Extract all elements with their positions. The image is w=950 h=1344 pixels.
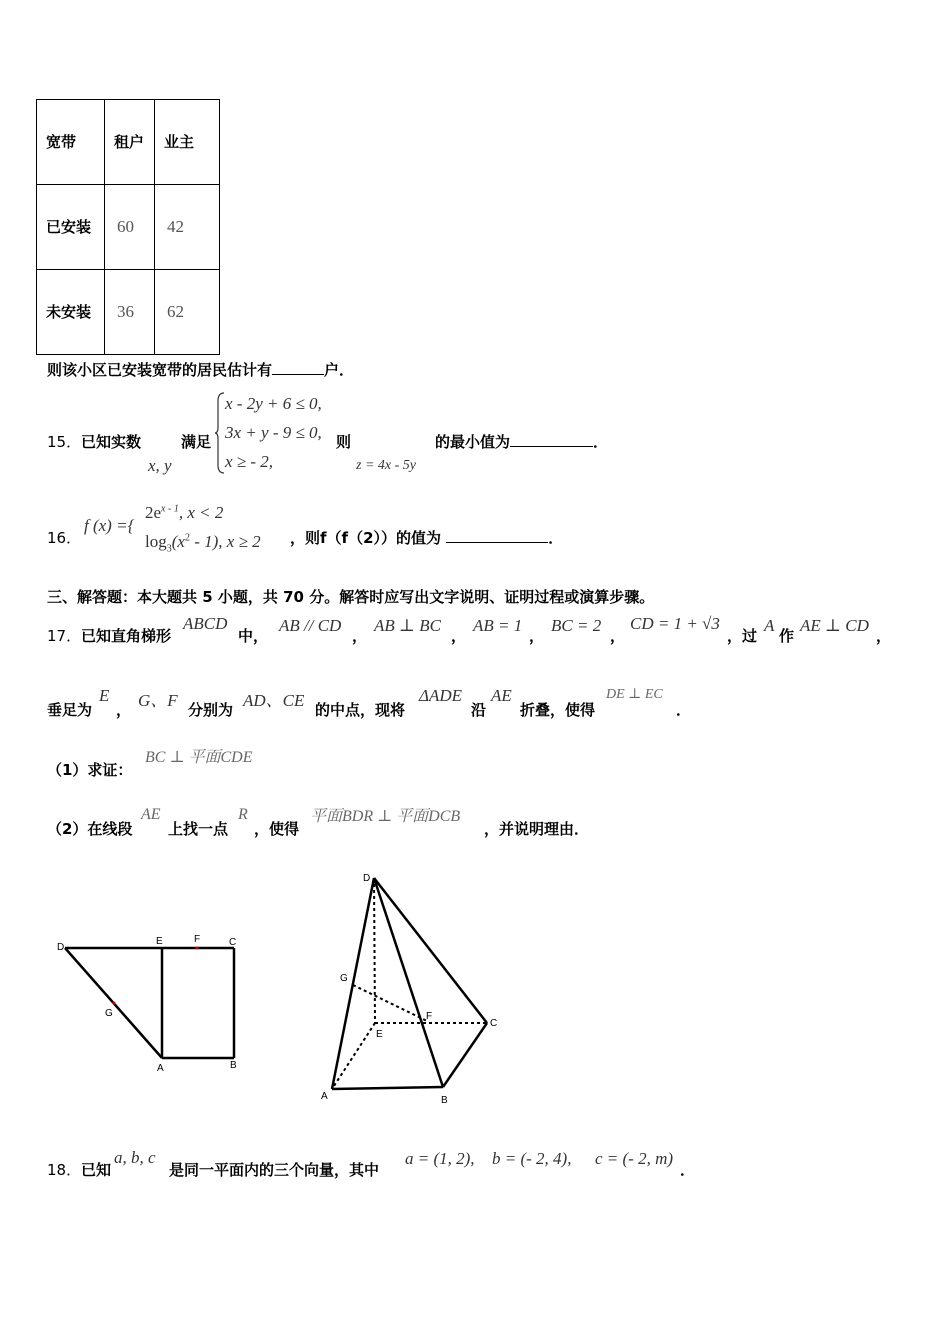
q17-math: CD = 1 + √3 bbox=[630, 614, 720, 633]
q17-text: ， bbox=[610, 627, 626, 645]
q16-text-then: ，则 bbox=[290, 529, 321, 547]
fig2-edge-ab bbox=[332, 1087, 443, 1089]
q16-case1-base: 2e bbox=[145, 503, 162, 522]
q15-ineq: 3x + y - 9 ≤ 0, bbox=[225, 423, 322, 442]
q17-text: ， bbox=[116, 701, 132, 719]
table-cell: 36 bbox=[105, 270, 155, 355]
q15-vars: x, y bbox=[148, 456, 172, 475]
q16-case2-sub: 3 bbox=[166, 543, 172, 555]
q17-text: ，使得 bbox=[254, 820, 300, 838]
q17-math: AB = 1 bbox=[473, 616, 523, 635]
q16-case2-arg: (x bbox=[171, 532, 185, 551]
q17-math: E bbox=[99, 686, 110, 705]
fig1-label: E bbox=[156, 936, 163, 947]
q18-math: b = (- 2, 4), bbox=[492, 1149, 572, 1168]
table-header: 业主 bbox=[155, 100, 220, 185]
q17-math: AD、CE bbox=[243, 691, 305, 710]
fig2-edge-da bbox=[332, 878, 374, 1089]
table-row-label: 未安装 bbox=[37, 270, 105, 355]
q18-math: a, b, c bbox=[114, 1148, 156, 1167]
q17-part1-math: BC ⊥ 平面CDE bbox=[145, 749, 253, 766]
fig1-point-g bbox=[113, 1002, 116, 1005]
q15-ineq: x - 2y + 6 ≤ 0, bbox=[225, 394, 322, 413]
q17-text: ， bbox=[529, 627, 545, 645]
q15-text: 满足 bbox=[181, 433, 212, 451]
fig2-label: D bbox=[363, 873, 371, 884]
table-header: 租户 bbox=[105, 100, 155, 185]
fig1-label: G bbox=[105, 1008, 113, 1019]
q17-number: 17． bbox=[47, 627, 82, 645]
table-cell: 60 bbox=[105, 185, 155, 270]
fig2-edge-dc bbox=[374, 878, 487, 1023]
fig1-label: B bbox=[230, 1060, 237, 1071]
q17-text: 已知直角梯形 bbox=[81, 627, 172, 645]
fig2-edge-de bbox=[374, 878, 375, 1023]
q14-text: 则该小区已安装宽带的居民估计有 bbox=[47, 361, 273, 379]
fig2-label: B bbox=[441, 1095, 448, 1106]
q15-number: 15． bbox=[47, 433, 82, 451]
q17-text: 作 bbox=[779, 627, 795, 645]
q16-case1-exp: x - 1 bbox=[161, 503, 179, 515]
q17-text: ， bbox=[352, 627, 368, 645]
q17-math: BC = 2 bbox=[551, 616, 602, 635]
q16-case2-sup: 2 bbox=[184, 532, 190, 544]
fig2-label: C bbox=[490, 1018, 498, 1029]
q15-objective: z = 4x - 5y bbox=[356, 458, 416, 473]
q17-text: 上找一点 bbox=[168, 820, 229, 838]
answer-blank bbox=[510, 432, 593, 447]
q14-end: 户． bbox=[324, 361, 355, 379]
q17-text: ． bbox=[676, 701, 692, 719]
q17-math: AB ⊥ BC bbox=[374, 616, 441, 635]
q17-text: 折叠，使得 bbox=[520, 701, 596, 719]
q17-text: ， bbox=[451, 627, 467, 645]
fig1-label: D bbox=[57, 942, 65, 953]
table-cell: 62 bbox=[155, 270, 220, 355]
q16-case2 bbox=[145, 532, 261, 554]
q16-case2-rest: - 1), x ≥ 2 bbox=[189, 532, 261, 551]
q17-math: G、F bbox=[138, 691, 178, 710]
q15-ineq: x ≥ - 2, bbox=[225, 452, 274, 471]
q16-func: f (x) ={ bbox=[84, 516, 135, 535]
q17-text: 沿 bbox=[471, 701, 487, 719]
q15-end: ． bbox=[593, 433, 609, 451]
fig2-edge-db bbox=[374, 878, 443, 1087]
q17-math: ABCD bbox=[183, 614, 228, 633]
q17-text: 中， bbox=[238, 627, 269, 645]
q18-text: 已知 bbox=[81, 1161, 112, 1179]
answer-blank bbox=[272, 360, 324, 375]
fig1-point-f bbox=[196, 947, 199, 950]
q18-math: a = (1, 2), bbox=[405, 1149, 475, 1168]
section-heading: 三、解答题：本大题共 5 小题，共 70 分。解答时应写出文字说明、证明过程或演算步骤。 bbox=[47, 588, 655, 606]
q16-case1 bbox=[145, 503, 223, 523]
q15-text: 已知实数 bbox=[81, 433, 142, 451]
q17-math: DE ⊥ EC bbox=[606, 687, 663, 702]
q15-text bbox=[435, 431, 608, 452]
answer-blank bbox=[446, 528, 548, 543]
q17-text: ， bbox=[876, 627, 892, 645]
q18-math: c = (- 2, m) bbox=[595, 1149, 674, 1168]
fig2-edge-bc bbox=[443, 1023, 487, 1087]
q17-part2-math: AE bbox=[141, 806, 161, 823]
q16-text bbox=[290, 527, 563, 548]
broadband-table bbox=[36, 99, 220, 355]
fig2-label: F bbox=[426, 1011, 433, 1022]
table-cell: 42 bbox=[155, 185, 220, 270]
q17-text: ，并说明理由． bbox=[484, 820, 590, 838]
fig1-label: A bbox=[157, 1063, 164, 1074]
q16-case1-cond: , x < 2 bbox=[178, 503, 224, 522]
q17-math: AE bbox=[491, 686, 512, 705]
fig1-label: C bbox=[229, 937, 237, 948]
figure-pyramid bbox=[315, 865, 515, 1110]
q17-math: ΔADE bbox=[419, 686, 463, 705]
q16-text-value: f（f（2））的值为 bbox=[320, 529, 442, 547]
q17-part1-label: （1）求证： bbox=[47, 761, 133, 779]
q17-math: A bbox=[764, 616, 775, 635]
q18-text: 是同一平面内的三个向量，其中 bbox=[169, 1161, 380, 1179]
table-row-label: 已安装 bbox=[37, 185, 105, 270]
q17-math: AE ⊥ CD bbox=[800, 616, 869, 635]
q17-part2-math: 平面BDR ⊥ 平面DCB bbox=[310, 808, 461, 825]
q17-part2-math: R bbox=[238, 806, 248, 823]
q16-end: ． bbox=[548, 529, 564, 547]
q18-text: ． bbox=[680, 1161, 696, 1179]
q16-number: 16． bbox=[47, 529, 82, 547]
q17-part2-label: （2）在线段 bbox=[47, 820, 133, 838]
q15-text: 则 bbox=[336, 433, 352, 451]
fig1-label: F bbox=[194, 934, 201, 945]
q17-text: ，过 bbox=[727, 627, 758, 645]
q16-case2-log: log bbox=[145, 532, 167, 551]
q14-tail bbox=[47, 359, 354, 380]
figure-trapezoid bbox=[50, 930, 250, 1075]
q17-text: 的中点，现将 bbox=[315, 701, 406, 719]
q17-text: 分别为 bbox=[188, 701, 234, 719]
fig2-label: A bbox=[321, 1091, 328, 1102]
q18-number: 18． bbox=[47, 1161, 82, 1179]
fig2-label: E bbox=[376, 1029, 383, 1040]
q15-text-min: 的最小值为 bbox=[435, 433, 511, 451]
q17-math: AB // CD bbox=[279, 616, 342, 635]
table-header: 宽带 bbox=[37, 100, 105, 185]
fig2-label: G bbox=[340, 973, 348, 984]
q17-text: 垂足为 bbox=[47, 701, 93, 719]
